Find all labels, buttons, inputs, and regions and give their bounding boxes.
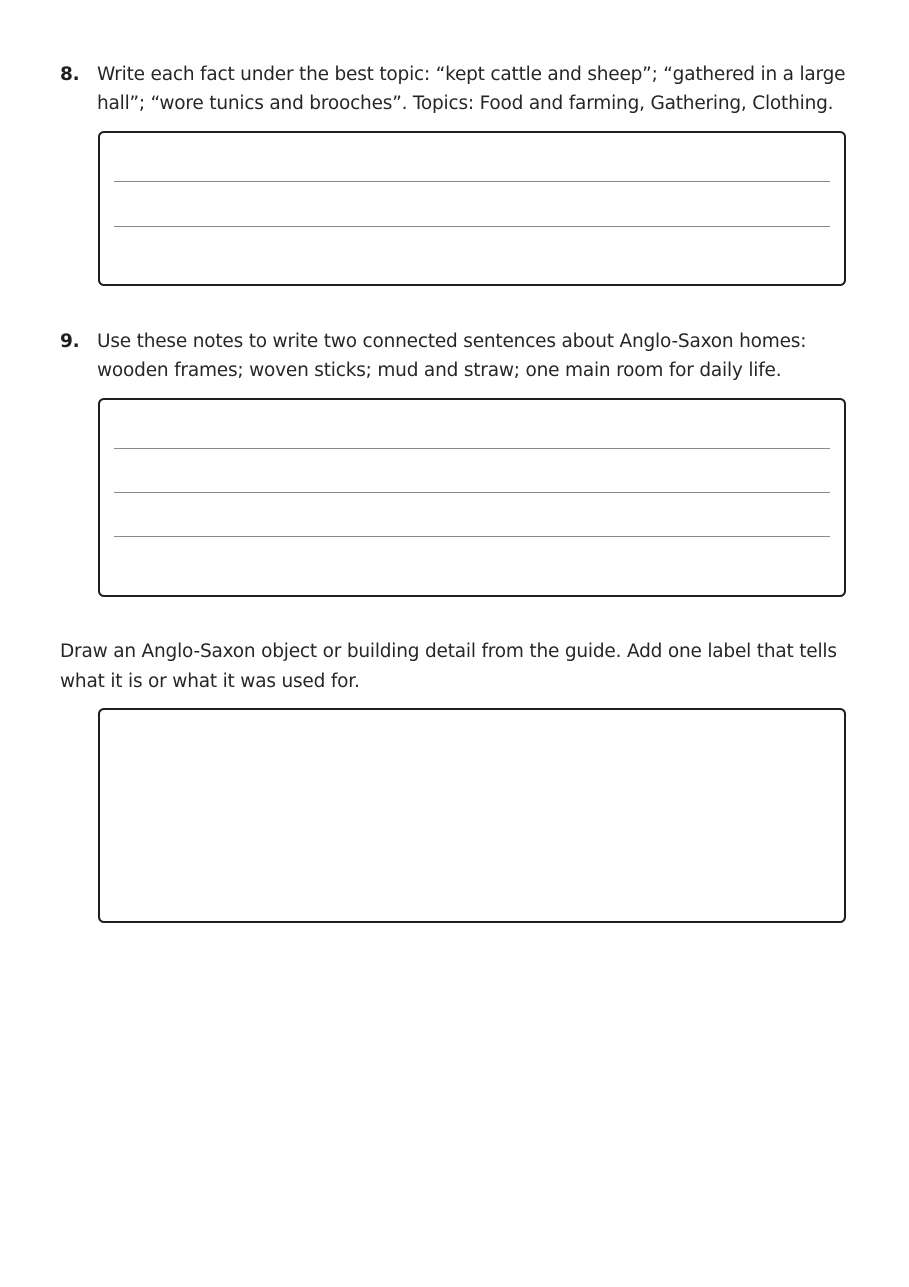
writing-line: [114, 181, 830, 182]
writing-line: [114, 492, 830, 493]
writing-line: [114, 226, 830, 227]
drawing-task-prompt: Draw an Anglo-Saxon object or building detail from the guide. Add one label that tells what it is or what it was used for.: [60, 641, 837, 692]
question-9: [60, 327, 850, 385]
answer-box-question-9[interactable]: [98, 398, 846, 597]
drawing-box[interactable]: [98, 708, 846, 923]
answer-box-question-8[interactable]: [98, 131, 846, 286]
question-text: Use these notes to write two connected sentences about Anglo-Saxon homes: wooden frames; woven sticks; mud and straw; one main room for daily life.: [97, 331, 807, 381]
question-text: Write each fact under the best topic: “kept cattle and sheep”; “gathered in a large hall”; “wore tunics and brooches”. Topics: Food and farming, Gathering, Clothing.: [97, 64, 846, 114]
question-number: 9.: [60, 331, 80, 352]
writing-line: [114, 448, 830, 449]
writing-line: [114, 536, 830, 537]
question-number: 8.: [60, 64, 80, 85]
question-8: [60, 60, 850, 118]
